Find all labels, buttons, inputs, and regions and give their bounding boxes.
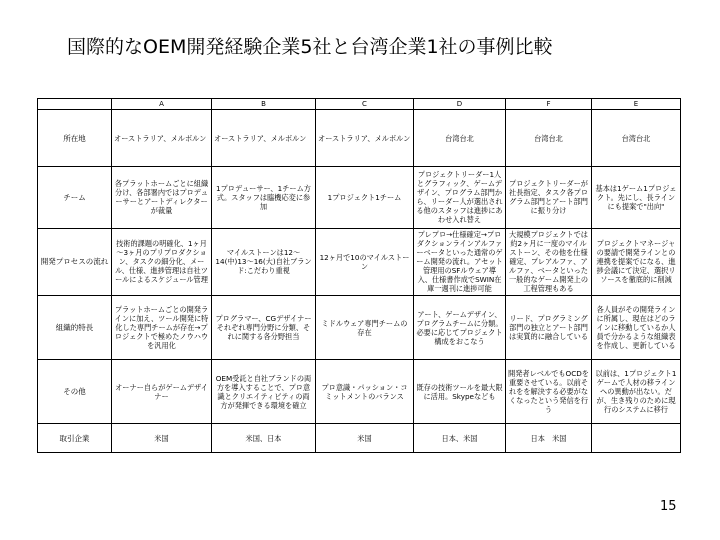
table-cell: アート、ゲームデザイン、プログラムチームに分類。必要に応じてプロジェクト構成をおこなう	[414, 295, 506, 359]
table-cell: 米国	[112, 424, 212, 453]
header-cell-b: B	[212, 99, 316, 110]
table-cell: プロジェクトリーダーが社長指定、タスク各プログラム部門とアート部門に振り分け	[506, 167, 592, 228]
table-cell: 技術的課題の明確化、1ヶ月～3ヶ月のプリプロダクション、タスクの細分化、メール、仕様、進捗管理は自社ツールによるスケジュール管理	[112, 228, 212, 295]
table-cell: 各プラットホームごとに組織分け、各部署内ではプロデューサーとアートディレクターが裁量	[112, 167, 212, 228]
table-cell: 以前は、1プロジェクト1ゲームで人材の移ラインへの異動が出ない。だが、生き残りのために現行のシステムに移行	[592, 360, 681, 424]
header-cell-a: A	[112, 99, 212, 110]
page-number: 15	[660, 499, 677, 514]
comparison-table	[37, 98, 681, 453]
row-label: チーム	[38, 167, 112, 228]
table-cell: 基本は1ゲーム1プロジェクト。先にし、長ラインにも提案で"出向"	[592, 167, 681, 228]
table-cell: OEM受託と自社ブランドの両方を導入することで、プロ意識とクリエイティビティの両方が発揮できる環境を確立	[212, 360, 316, 424]
table-row-organization	[38, 295, 681, 359]
table-cell: オーストラリア、メルボルン	[112, 110, 212, 167]
table-cell: 各人員がその開発ラインに所属し、現在はどのラインに移動しているか人員で分かるような組織表を作成し、更新している	[592, 295, 681, 359]
table-cell: 12ヶ月で10のマイルストーン	[316, 228, 414, 295]
row-label: 開発プロセスの流れ	[38, 228, 112, 295]
table-cell	[592, 424, 681, 453]
header-cell-d: D	[414, 99, 506, 110]
header-cell-c: C	[316, 99, 414, 110]
table-cell: 開発者レベルでもOCDを重要させている。以前それをを解決する必要がなくなったという発信を行う	[506, 360, 592, 424]
comparison-table-container	[37, 98, 680, 453]
table-row-process	[38, 228, 681, 295]
table-cell: オーストラリア、メルボルン	[316, 110, 414, 167]
table-cell: プロ意識・パッション・コミットメントのバランス	[316, 360, 414, 424]
table-cell: 1プロデューサー、1チーム方式。スタッフは臨機応変に参加	[212, 167, 316, 228]
table-cell: オーストラリア、メルボルン	[212, 110, 316, 167]
table-cell: 台湾台北	[414, 110, 506, 167]
table-row-team	[38, 167, 681, 228]
table-cell: 日本、米国	[414, 424, 506, 453]
table-cell: ミドルウェア専門チームの存在	[316, 295, 414, 359]
table-row-other	[38, 360, 681, 424]
header-cell-blank	[38, 99, 112, 110]
table-cell: プロジェクトリーダー1人とグラフィック、ゲームデザイン、プログラム部門から、リーダー人が選出される他のスタッフは進捗にあわせ入れ替え	[414, 167, 506, 228]
table-cell: マイルストーンは12～14(中)13～16(大)自社ブランド:こだわり重視	[212, 228, 316, 295]
table-cell: 日本 米国	[506, 424, 592, 453]
table-cell: オーナー自らがゲームデザイナー	[112, 360, 212, 424]
table-cell: 大規模プロジェクトでは約2ヶ月に一度のマイルストーン、その他を仕様確定、プレアルファ、アルファ、ベータといった一般的なゲーム開発上の工程管理もある	[506, 228, 592, 295]
table-cell: プレプロ→仕様確定→プロダクションラインアルファーベータといった通常のゲーム開発の流れ。アセット管理用のSFルウェア導入、仕様書作成でSWIN在庫一週刊に進捗可能	[414, 228, 506, 295]
table-cell: 米国	[316, 424, 414, 453]
table-cell: 台湾台北	[506, 110, 592, 167]
header-cell-f: F	[506, 99, 592, 110]
header-row	[38, 99, 681, 110]
table-cell: 米国、日本	[212, 424, 316, 453]
table-cell: 台湾台北	[592, 110, 681, 167]
row-label: その他	[38, 360, 112, 424]
table-cell: 1プロジェクト1チーム	[316, 167, 414, 228]
table-cell: 既存の技術ツールを最大限に活用。Skypeなども	[414, 360, 506, 424]
table-row-clients	[38, 424, 681, 453]
header-cell-e: E	[592, 99, 681, 110]
table-cell: プログラマー、CGデザイナーそれぞれ専門分野に分類、それに関する各分野担当	[212, 295, 316, 359]
table-cell: リード、プログラミング部門の独立とアート部門は実質的に融合している	[506, 295, 592, 359]
table-cell: プロジェクトマネージャの要請で開発ラインとの連携を提案でになる、進捗会議にて決定、選択リソースを徹底的に削減	[592, 228, 681, 295]
table-row-location	[38, 110, 681, 167]
slide-title: 国際的なOEM開発経験企業5社と台湾企業1社の事例比較	[67, 36, 553, 58]
row-label: 取引企業	[38, 424, 112, 453]
row-label: 組織的特長	[38, 295, 112, 359]
table-cell: プラットホームごとの開発ラインに加え、ツール開発に特化した専門チームが存在→プロジェクトで極めたノウハウを汎用化	[112, 295, 212, 359]
row-label: 所在地	[38, 110, 112, 167]
